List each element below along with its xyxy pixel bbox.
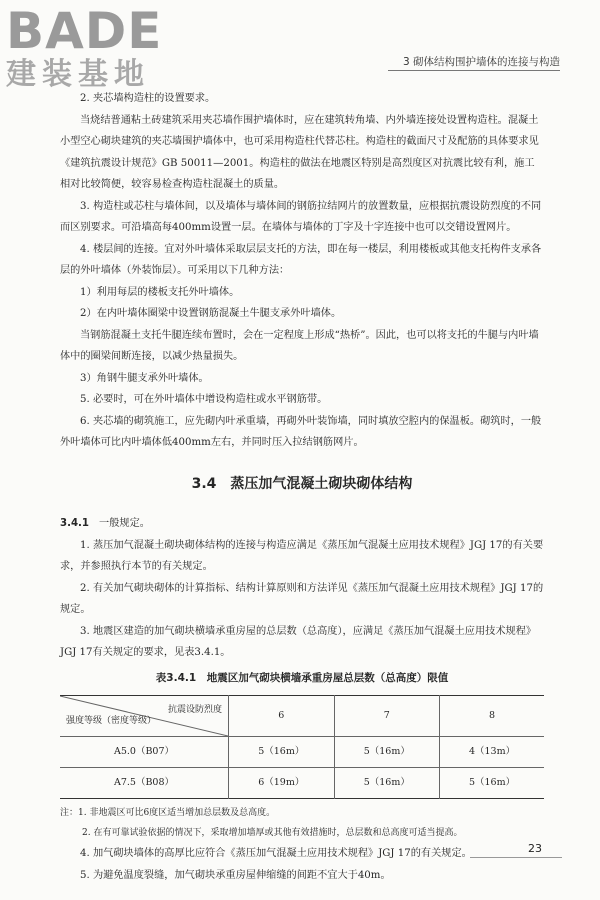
paragraph: 5. 为避免温度裂缝，加气砌块承重房屋伸缩缝的间距不宜大于40m。 xyxy=(80,869,391,881)
clause-number: 3.4.1 xyxy=(60,518,90,529)
limit-table xyxy=(60,695,544,799)
paragraph: 2. 夹芯墙构造柱的设置要求。 xyxy=(80,93,216,104)
row-label: A7.5（B08） xyxy=(60,768,229,799)
column-header: 7 xyxy=(334,696,440,737)
header-rule xyxy=(388,70,560,71)
logo xyxy=(6,2,163,92)
paragraph: 当烧结普通粘土砖建筑采用夹芯墙作围护墙体时，应在建筑转角墙、内外墙连接处设置构造柱。混凝土小型空心砌块建筑的夹芯墙围护墙体中，也可采用构造柱代替芯柱。构造柱的截面尺寸及配筋的具体要求见《建筑抗震设计规范》GB 50011—2001。构造柱的做法在地震区特别是高烈度区对抗震比较有利，施工相对比较简便，较容易检查构造柱混凝土的质量。 xyxy=(60,114,539,190)
table-header-row xyxy=(60,696,544,737)
paragraph: 当钢筋混凝土支托牛腿连续布置时，会在一定程度上形成“热桥”。因此，也可以将支托的牛腿与内叶墙体中的圈梁间断连接，以减少热量损失。 xyxy=(60,329,539,362)
table-cell: 5（16m） xyxy=(440,768,544,799)
logo-subtitle: 建装基地 xyxy=(6,57,150,92)
table-cell: 4（13m） xyxy=(440,737,544,768)
corner-label-intensity: 抗震设防烈度 xyxy=(167,705,222,715)
table-note: 2. 在有可靠试验依据的情况下，采取增加墙厚或其他有效措施时，总层数和总高度可适当提高。 xyxy=(82,828,463,838)
table-row xyxy=(60,737,544,768)
paragraph: 4. 加气砌块墙体的高厚比应符合《蒸压加气混凝土应用技术规程》JGJ 17的有关规定。 xyxy=(80,848,472,859)
clause-heading xyxy=(60,513,544,535)
table-cell: 5（16m） xyxy=(334,768,440,799)
clause-text: 一般规定。 xyxy=(99,518,150,529)
paragraph: 1）利用每层的楼板支托外叶墙体。 xyxy=(80,286,240,298)
page-number: 23 xyxy=(528,842,542,855)
paragraph: 1. 蒸压加气混凝土砌块砌体结构的连接与构造应满足《蒸压加气混凝土应用技术规程》JGJ 17的有关要求，并参照执行本节的有关规定。 xyxy=(60,539,544,572)
paragraph: 2. 有关加气砌块砌体的计算指标、结构计算原则和方法详见《蒸压加气混凝土应用技术规程》JGJ 17的规定。 xyxy=(60,582,544,615)
table-cell: 5（16m） xyxy=(229,737,335,768)
paragraph: 6. 夹芯墙的砌筑施工，应先砌内叶承重墙，再砌外叶装饰墙，同时填放空腔内的保温板。砌筑时，一般外叶墙体可比内叶墙体低400mm左右，并同时压入拉结钢筋网片。 xyxy=(60,415,542,448)
table-note: 注：1. 非地震区可比6度区适当增加总层数及总高度。 xyxy=(60,808,276,818)
section-heading xyxy=(60,474,544,496)
paragraph: 3）角钢牛腿支承外叶墙体。 xyxy=(80,372,209,384)
logo-wordmark: BADE xyxy=(6,2,163,60)
paragraph: 3. 地震区建造的加气砌块横墙承重房屋的总层数（总高度），应满足《蒸压加气混凝土应用技术规程》JGJ 17有关规定的要求，见表3.4.1。 xyxy=(60,625,537,658)
column-header: 6 xyxy=(229,696,335,737)
section-number: 3.4 xyxy=(191,475,217,492)
column-header: 8 xyxy=(440,696,544,737)
running-header: 3 砌体结构围护墙体的连接与构造 xyxy=(402,56,560,68)
table-caption: 表3.4.1 地震区加气砌块横墙承重房屋总层数（总高度）限值 xyxy=(155,671,449,684)
table-cell: 5（16m） xyxy=(334,737,440,768)
footer-rule xyxy=(470,857,562,858)
row-label: A5.0（B07） xyxy=(60,737,229,768)
table-row xyxy=(60,768,544,799)
table-notes xyxy=(60,803,544,843)
table-cell: 6（19m） xyxy=(229,768,335,799)
page-body xyxy=(60,88,544,886)
paragraph: 5. 必要时，可在外叶墙体中增设构造柱或水平钢筋带。 xyxy=(80,394,328,405)
table-corner-cell xyxy=(60,696,229,737)
paragraph: 4. 楼层间的连接。宜对外叶墙体采取层层支托的方法，即在每一楼层，利用楼板或其他支托构件支承各层的外叶墙体（外装饰层）。可采用以下几种方法： xyxy=(60,243,542,276)
paragraph: 3. 构造柱或芯柱与墙体间，以及墙体与墙体间的钢筋拉结网片的放置数量，应根据抗震设防烈度的不同而区别要求。可沿墙高每400mm设置一层。在墙体与墙体的丁字及十字连接中也可以交错设置网片。 xyxy=(60,200,542,233)
section-title: 蒸压加气混凝土砌块砌体结构 xyxy=(230,475,413,492)
paragraph: 2）在内叶墙体圈梁中设置钢筋混凝土牛腿支承外叶墙体。 xyxy=(80,308,342,319)
corner-label-grade: 强度等级（密度等级） xyxy=(66,715,157,726)
